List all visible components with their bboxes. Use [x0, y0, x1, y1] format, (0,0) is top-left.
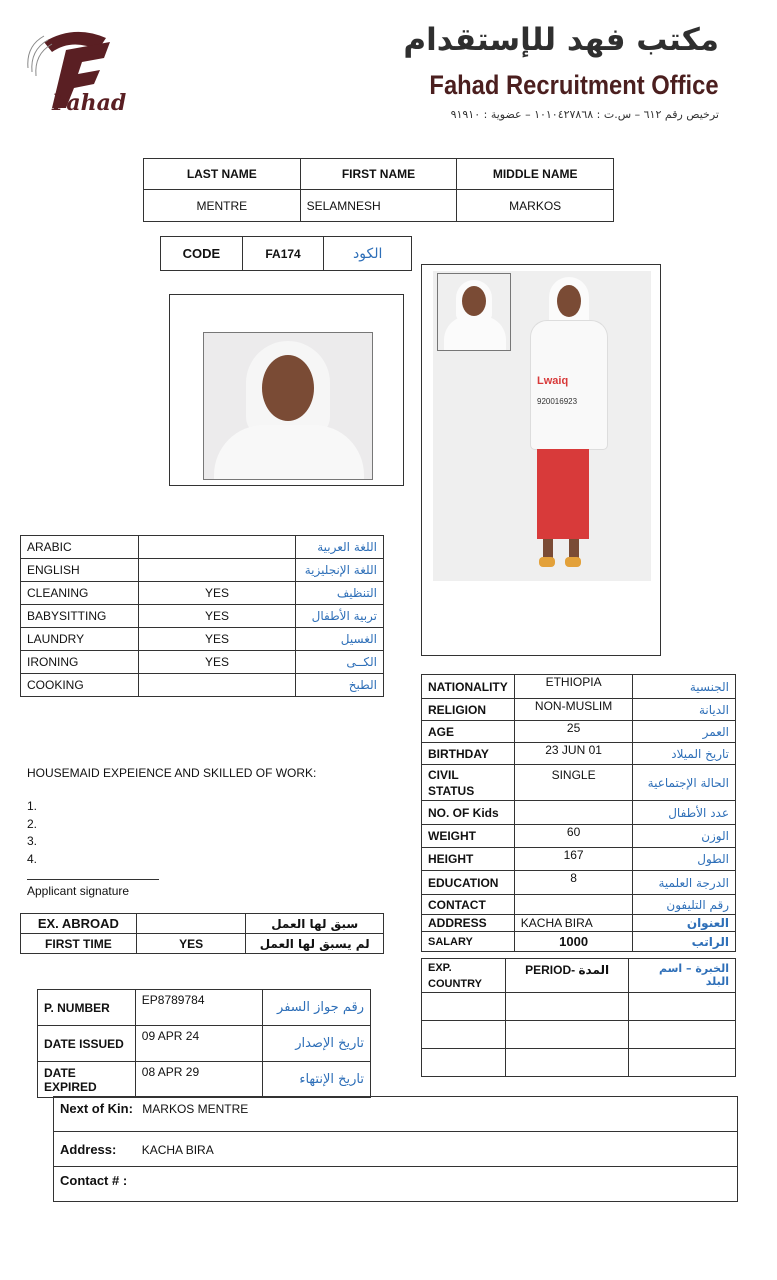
exp-cell	[629, 1049, 736, 1077]
skill-label: COOKING	[21, 674, 139, 697]
passport-number-label: P. NUMBER	[38, 990, 136, 1026]
code-label: CODE	[161, 237, 243, 271]
date-issued-label-arabic: تاريخ الإصدار	[263, 1026, 371, 1062]
code-label-arabic: الكود	[324, 237, 412, 271]
full-body-photo-frame	[421, 264, 661, 656]
info-label: EDUCATION	[422, 871, 515, 895]
skill-label-arabic: الغسيل	[296, 628, 384, 651]
experience-item: 1.	[27, 799, 38, 813]
info-label: ADDRESS	[422, 915, 515, 932]
kin-address-label: Address:	[60, 1141, 117, 1157]
exp-cell	[422, 1049, 506, 1077]
company-logo	[26, 28, 130, 120]
header-middle-name: MIDDLE NAME	[457, 159, 614, 190]
skill-value: YES	[138, 651, 295, 674]
code-value: FA174	[242, 237, 324, 271]
badge-number: 920016923	[537, 397, 578, 406]
period-header: PERIOD- المدة	[505, 959, 629, 993]
skill-label: IRONING	[21, 651, 139, 674]
info-label: BIRTHDAY	[422, 743, 515, 765]
info-label-arabic: الوزن	[633, 825, 736, 848]
info-value: 60	[514, 825, 633, 848]
info-label-arabic: العمر	[633, 721, 736, 743]
info-value: 23 JUN 01	[514, 743, 633, 765]
info-label-arabic: رقم التليفون	[633, 895, 736, 915]
logo-text: Fahad	[52, 90, 127, 116]
portrait-photo-frame	[169, 294, 404, 486]
license-info: ترخيص رقم ٦١٢ – س.ت : ١٠١٠٤٢٧٨٦٨ – عضوية : ٩١٩١٠	[450, 108, 719, 121]
signature-label: Applicant signature	[27, 884, 130, 898]
inset-photo	[437, 273, 511, 351]
info-value: 25	[514, 721, 633, 743]
skill-label: ENGLISH	[21, 559, 139, 582]
info-label: HEIGHT	[422, 848, 515, 871]
skill-value	[138, 674, 295, 697]
info-label-arabic: الدرجة العلمية	[633, 871, 736, 895]
kin-address-row	[54, 1132, 738, 1167]
exp-cell	[629, 1021, 736, 1049]
exp-cell	[505, 1049, 629, 1077]
date-issued-label: DATE ISSUED	[38, 1026, 136, 1062]
exp-cell	[505, 1021, 629, 1049]
date-expired-value: 08 APR 29	[135, 1062, 263, 1098]
skills-table	[20, 535, 384, 697]
middle-name-value: MARKOS	[457, 190, 614, 222]
red-skirt	[537, 449, 589, 539]
date-expired-label-arabic: تاريخ الإنتهاء	[263, 1062, 371, 1098]
info-label-arabic: الراتب	[633, 932, 736, 952]
info-label: WEIGHT	[422, 825, 515, 848]
info-label: SALARY	[422, 932, 515, 952]
abroad-table	[20, 913, 384, 954]
info-label-arabic: الديانة	[633, 699, 736, 721]
skill-label-arabic: الطبخ	[296, 674, 384, 697]
info-value: SINGLE	[514, 765, 633, 801]
signature-line	[27, 879, 159, 880]
company-name-arabic: مكتب فهد للإستقدام	[403, 22, 719, 58]
experience-country-table	[421, 958, 736, 1077]
kin-contact-row	[54, 1167, 738, 1202]
first-name-value: SELAMNESH	[300, 190, 457, 222]
date-issued-value: 09 APR 24	[135, 1026, 263, 1062]
info-value: NON-MUSLIM	[514, 699, 633, 721]
abroad-label: EX. ABROAD	[21, 914, 137, 934]
experience-item: 4.	[27, 851, 38, 866]
experience-list	[27, 798, 37, 868]
info-label: AGE	[422, 721, 515, 743]
info-label-arabic: الحالة الإجتماعية	[633, 765, 736, 801]
info-value: KACHA BIRA	[514, 915, 633, 932]
code-table	[160, 236, 412, 271]
skill-value: YES	[138, 605, 295, 628]
skill-value	[138, 536, 295, 559]
date-expired-label: DATE EXPIRED	[38, 1062, 136, 1098]
passport-number-label-arabic: رقم جواز السفر	[263, 990, 371, 1026]
skill-value	[138, 559, 295, 582]
portrait-photo	[203, 332, 373, 480]
abroad-label-arabic: سبق لها العمل	[246, 914, 384, 934]
company-name-english: Fahad Recruitment Office	[429, 70, 719, 100]
info-label: CONTACT	[422, 895, 515, 915]
skill-label-arabic: الكــى	[296, 651, 384, 674]
exp-country-header: EXP. COUNTRY	[422, 959, 506, 993]
skill-label-arabic: اللغة العربية	[296, 536, 384, 559]
passport-table	[37, 989, 371, 1098]
next-of-kin-row	[54, 1097, 738, 1132]
last-name-value: MENTRE	[144, 190, 301, 222]
info-label-arabic: الطول	[633, 848, 736, 871]
kin-contact-label: Contact # :	[60, 1173, 128, 1188]
info-value	[514, 895, 633, 915]
skill-label-arabic: التنظيف	[296, 582, 384, 605]
info-value	[514, 801, 633, 825]
kin-address-value: KACHA BIRA	[141, 1142, 214, 1157]
skill-value: YES	[138, 582, 295, 605]
experience-title: HOUSEMAID EXPEIENCE AND SKILLED OF WORK:	[27, 766, 317, 780]
info-label: NATIONALITY	[422, 675, 515, 699]
experience-country-header-arabic: الخبرة – اسم البلد	[629, 959, 736, 993]
skill-label-arabic: اللغة الإنجليزية	[296, 559, 384, 582]
next-of-kin-table	[53, 1096, 738, 1202]
exp-cell	[505, 993, 629, 1021]
skill-label: LAUNDRY	[21, 628, 139, 651]
skill-label: ARABIC	[21, 536, 139, 559]
next-of-kin-label: Next of Kin:	[60, 1101, 133, 1116]
skill-value: YES	[138, 628, 295, 651]
next-of-kin-value: MARKOS MENTRE	[142, 1102, 249, 1116]
skill-label-arabic: تربية الأطفال	[296, 605, 384, 628]
full-body-photo	[433, 271, 651, 581]
info-label: RELIGION	[422, 699, 515, 721]
header-first-name: FIRST NAME	[300, 159, 457, 190]
experience-item: 3.	[27, 834, 38, 848]
experience-item: 2.	[27, 816, 38, 831]
header-last-name: LAST NAME	[144, 159, 301, 190]
first-time-value: YES	[136, 934, 246, 954]
passport-number-value: EP8789784	[135, 990, 263, 1026]
personal-info-table	[421, 674, 736, 952]
skill-label: CLEANING	[21, 582, 139, 605]
info-label-arabic: عدد الأطفال	[633, 801, 736, 825]
info-value: 167	[514, 848, 633, 871]
info-label: CIVIL STATUS	[422, 765, 515, 801]
info-label: NO. OF Kids	[422, 801, 515, 825]
abroad-value	[136, 914, 246, 934]
info-label-arabic: الجنسية	[633, 675, 736, 699]
first-time-label-arabic: لم يسبق لها العمل	[246, 934, 384, 954]
exp-cell	[422, 993, 506, 1021]
name-table	[143, 158, 614, 222]
exp-cell	[422, 1021, 506, 1049]
first-time-label: FIRST TIME	[21, 934, 137, 954]
badge-brand: Lwaiq	[537, 375, 569, 387]
salary-value: 1000	[514, 932, 633, 952]
info-value: ETHIOPIA	[514, 675, 633, 699]
exp-cell	[629, 993, 736, 1021]
skill-label: BABYSITTING	[21, 605, 139, 628]
info-label-arabic: تاريخ الميلاد	[633, 743, 736, 765]
info-value: 8	[514, 871, 633, 895]
info-label-arabic: العنوان	[633, 915, 736, 932]
